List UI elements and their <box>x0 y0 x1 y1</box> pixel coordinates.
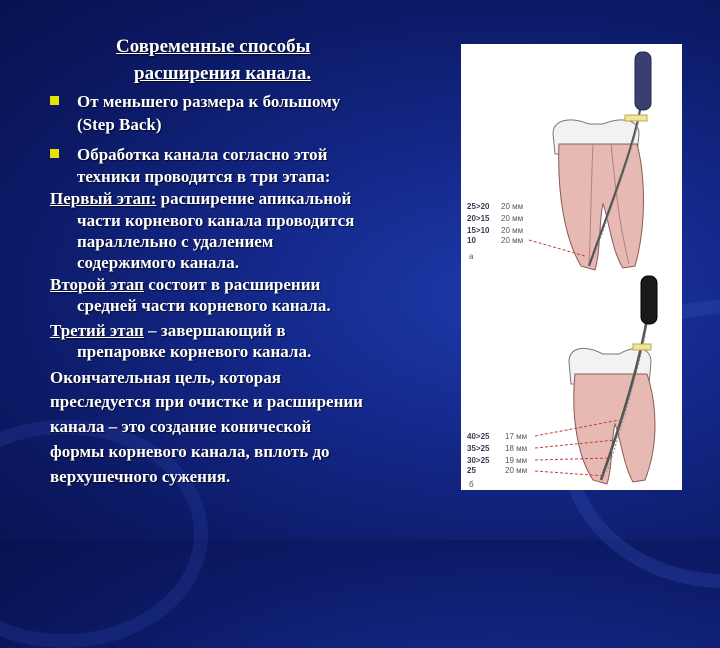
slide-title-line-1: Современные способы <box>116 36 311 57</box>
tooth-b-size-2: 35>25 <box>467 444 490 453</box>
tooth-a-root <box>559 144 644 270</box>
bullet-1-line-2: (Step Back) <box>77 115 162 134</box>
tooth-b-length-3: 19 мм <box>505 456 528 465</box>
tooth-b-letter: б <box>469 480 474 489</box>
stage-3-label: Третий этап <box>50 321 144 340</box>
conclusion-line-2: преследуется при очистке и расширении <box>50 392 363 411</box>
stage-1-text: расширение апикальной <box>156 189 352 208</box>
tooth-b-file-handle <box>641 276 657 324</box>
stage-2-text: состоит в расширении <box>143 275 321 294</box>
bullet-marker <box>50 149 59 158</box>
tooth-a-size-1: 25>20 <box>467 202 490 211</box>
tooth-a-length-3: 20 мм <box>501 226 524 235</box>
tooth-b-length-1: 17 мм <box>505 432 528 441</box>
stage-3-line-2: препаровке корневого канала. <box>77 342 312 361</box>
tooth-b-size-4: 25 <box>467 466 476 475</box>
tooth-a-size-2: 20>15 <box>467 214 490 223</box>
tooth-b-length-4: 20 мм <box>505 466 528 475</box>
tooth-a-size-3: 15>10 <box>467 226 490 235</box>
conclusion-line-5: верхушечного сужения. <box>50 467 231 486</box>
bullet-2-line-1: Обработка канала согласно этой <box>77 145 328 164</box>
slide-title-line-2: расширения канала. <box>134 63 312 84</box>
stage-3-text: – завершающий в <box>143 321 286 340</box>
tooth-illustration <box>461 44 682 490</box>
stage-1-label: Первый этап: <box>50 189 157 208</box>
bullet-marker <box>50 96 59 105</box>
conclusion-line-1: Окончательная цель, которая <box>50 368 281 387</box>
stage-1-line-2: части корневого канала проводится <box>77 211 355 230</box>
tooth-a-size-4: 10 <box>467 236 476 245</box>
tooth-b <box>569 276 657 484</box>
bullet-1-line-1: От меньшего размера к большому <box>77 92 341 111</box>
tooth-a-length-2: 20 мм <box>501 214 524 223</box>
tooth-a-length-1: 20 мм <box>501 202 524 211</box>
stage-1-line-3: параллельно с удалением <box>77 232 274 251</box>
conclusion-line-3: канала – это создание конической <box>50 417 312 436</box>
bullet-2-line-2: техники проводится в три этапа: <box>77 167 331 186</box>
tooth-b-length-2: 18 мм <box>505 444 528 453</box>
tooth-a-stopper <box>625 115 647 121</box>
tooth-a <box>553 52 651 270</box>
conclusion-line-4: формы корневого канала, вплоть до <box>50 442 330 461</box>
tooth-b-root <box>574 374 655 484</box>
stage-2-label: Второй этап <box>50 275 144 294</box>
tooth-illustration-panel <box>461 44 682 490</box>
tooth-a-file-handle <box>635 52 651 110</box>
stage-1-line-1 <box>50 188 351 210</box>
tooth-b-size-1: 40>25 <box>467 432 490 441</box>
stage-2-line-1 <box>50 274 320 296</box>
tooth-b-size-3: 30>25 <box>467 456 490 465</box>
stage-1-line-4: содержимого канала. <box>77 253 239 272</box>
stage-2-line-2: средней части корневого канала. <box>77 296 331 315</box>
tooth-b-stopper <box>633 344 651 350</box>
tooth-a-letter: а <box>469 252 474 261</box>
stage-3-line-1 <box>50 320 286 342</box>
tooth-a-length-4: 20 мм <box>501 236 524 245</box>
